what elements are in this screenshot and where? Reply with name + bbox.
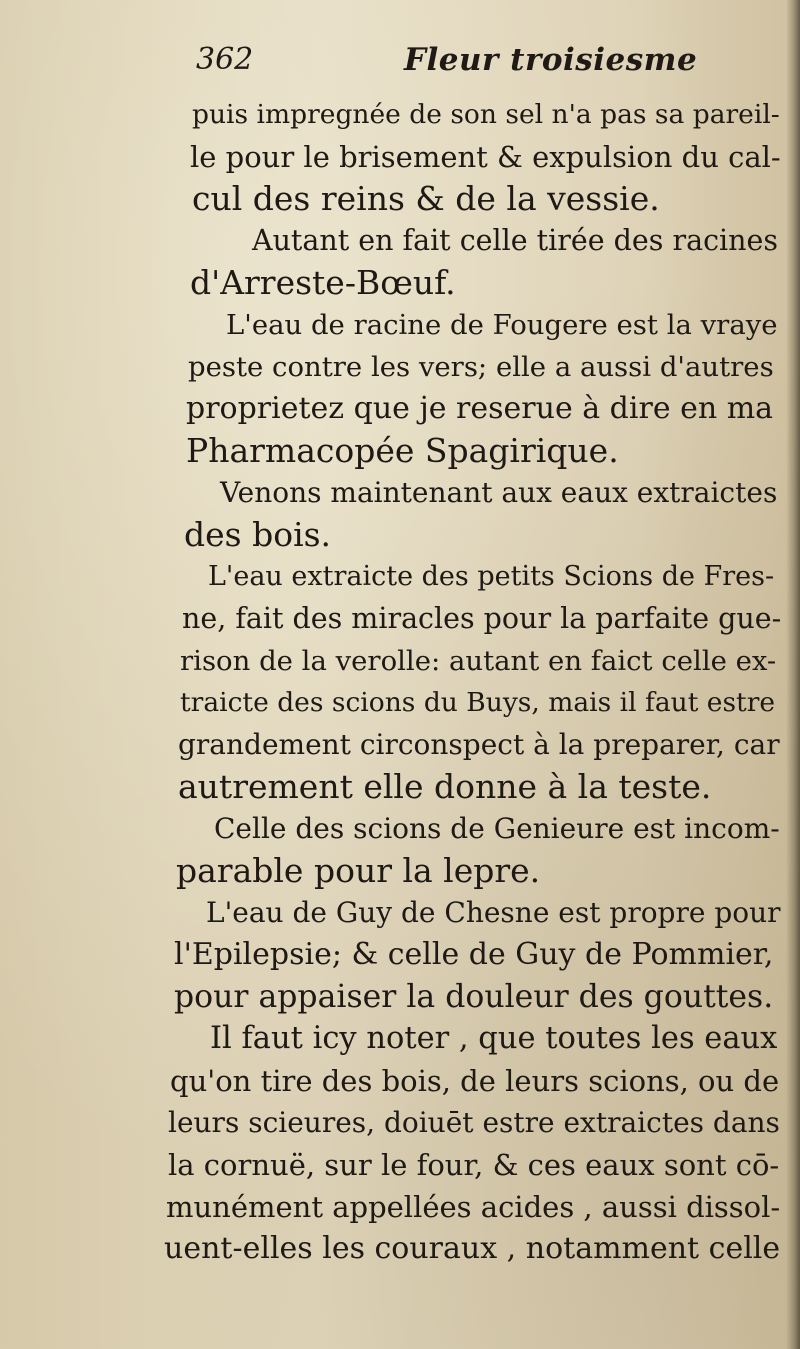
text-line: Il faut icy noter , que toutes les eaux (210, 1021, 778, 1056)
text-line: L'eau de racine de Fougere est la vraye (226, 309, 778, 341)
page-number: 362 (196, 42, 254, 77)
page-header (196, 42, 756, 92)
text-line: cul des reins & de la vessie. (192, 179, 660, 218)
text-line: le pour le brisement & expulsion du cal- (190, 140, 781, 174)
text-line: peste contre les vers; elle a aussi d'autres (188, 351, 774, 383)
text-line: proprietez que je reserue à dire en ma (186, 391, 774, 426)
text-line: Celle des scions de Genieure est incom- (214, 812, 780, 845)
text-line: la cornuë, sur le four, & ces eaux sont cō- (168, 1148, 780, 1182)
text-line: autrement elle donne à la teste. (178, 767, 712, 806)
text-line: munément appellées acides , aussi dissol- (166, 1190, 781, 1224)
text-line: L'eau de Guy de Chesne est propre pour (206, 896, 781, 929)
text-line: uent-elles les couraux , notamment celle (164, 1231, 781, 1266)
text-line: puis impregnée de son sel n'a pas sa pareil- (192, 99, 780, 130)
text-line: grandement circonspect à la preparer, car (178, 728, 780, 761)
text-line: traicte des scions du Buys, mais il faut estre (180, 687, 776, 718)
text-line: d'Arreste-Bœuf. (190, 263, 456, 302)
running-head: Fleur troisiesme (404, 42, 698, 78)
text-line: Autant en fait celle tirée des racines (252, 224, 778, 257)
text-line: L'eau extraicte des petits Scions de Fres- (208, 561, 775, 592)
page-edge-shadow (786, 0, 800, 1349)
text-line: parable pour la lepre. (176, 851, 541, 890)
text-line: leurs scieures, doiuēt estre extraictes dans (168, 1106, 780, 1139)
text-line: qu'on tire des bois, de leurs scions, ou de (170, 1064, 780, 1098)
text-line: l'Epilepsie; & celle de Guy de Pommier, (174, 937, 774, 972)
text-line: Pharmacopée Spagirique. (186, 431, 619, 470)
text-line: Venons maintenant aux eaux extraictes (220, 476, 778, 509)
text-line: pour appaiser la douleur des gouttes. (174, 979, 774, 1015)
text-line: ne, fait des miracles pour la parfaite gue- (182, 602, 782, 635)
text-line: des bois. (184, 515, 332, 554)
text-line: rison de la verolle: autant en faict celle ex- (180, 645, 777, 677)
